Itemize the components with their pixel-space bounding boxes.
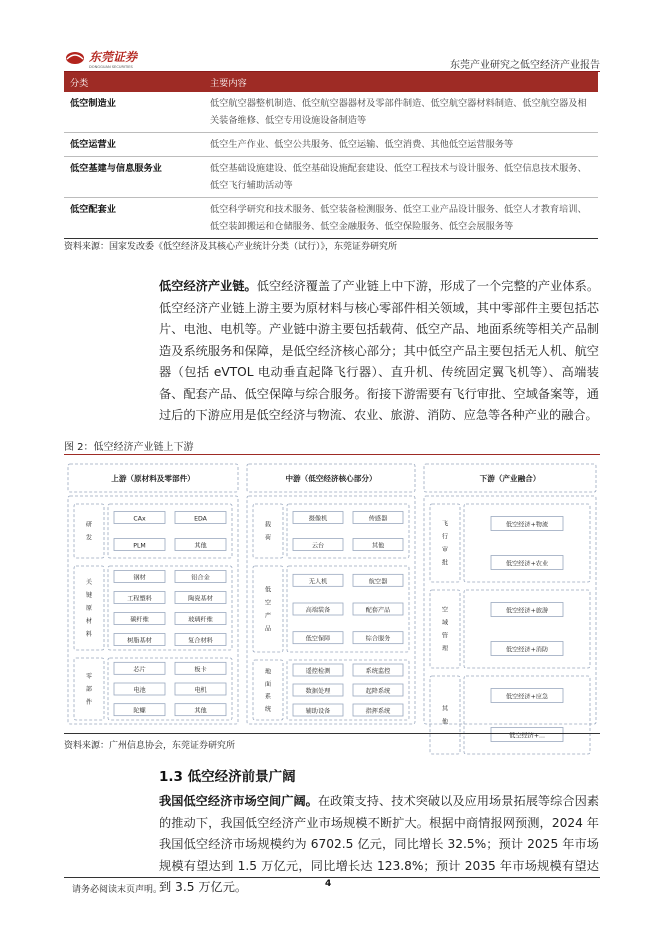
classification-table xyxy=(64,72,598,239)
diagram-item-label: 电机 xyxy=(194,687,207,694)
diagram-item-label: 低空经济+物流 xyxy=(505,521,549,529)
table-row xyxy=(64,198,598,239)
figure-top-rule xyxy=(64,454,600,455)
diagram-column-title: 下游（产业融合） xyxy=(479,474,541,483)
paragraph-lead: 我国低空经济市场空间广阔。 xyxy=(159,794,318,808)
diagram-group-label-box xyxy=(253,504,283,558)
table-row xyxy=(64,92,598,133)
table-cell-category: 低空基建与信息服务业 xyxy=(64,157,204,198)
diagram-group-label: 研发 xyxy=(85,521,93,542)
diagram-column-title: 上游（原材料及零部件） xyxy=(111,474,195,483)
diagram-item-label: 陀螺 xyxy=(133,707,146,715)
diagram-item-label: EDA xyxy=(194,515,207,523)
diagram-group-label: 飞行审批 xyxy=(441,520,449,567)
table-cell-category: 低空配套业 xyxy=(64,198,204,239)
table-header-category: 分类 xyxy=(64,72,204,92)
diagram-item-label: 指挥系统 xyxy=(365,708,391,715)
paragraph-lead: 低空经济产业链。 xyxy=(159,279,257,293)
diagram-item-label: 其他 xyxy=(371,542,385,550)
diagram-item-label: 航空器 xyxy=(368,578,388,586)
diagram-item-label: 低空经济+应急 xyxy=(505,693,549,701)
diagram-item-label: 系统监控 xyxy=(365,668,391,675)
diagram-group-label: 关键原材料 xyxy=(85,579,93,638)
diagram-item-label: 其他 xyxy=(194,707,207,715)
diagram-item-label: 低空经济+... xyxy=(509,732,545,740)
logo-text: 东莞证券 xyxy=(89,50,138,64)
diagram-item-label: 综合服务 xyxy=(365,635,391,643)
diagram-group-label: 低空产品 xyxy=(264,586,272,633)
figure-source: 资料来源：广州信息协会，东莞证券研究所 xyxy=(64,741,236,751)
table-header-row xyxy=(64,72,598,92)
diagram-item-label: CAx xyxy=(133,515,146,523)
section-heading: 1.3 低空经济前景广阔 xyxy=(159,769,296,785)
diagram-item-label: 起降系统 xyxy=(365,688,391,695)
table-cell-category: 低空运营业 xyxy=(64,133,204,157)
figure-bottom-rule xyxy=(64,733,600,734)
diagram-item-label: 树脂基材 xyxy=(127,637,152,645)
diagram-group-label-box xyxy=(74,504,104,558)
diagram-item-label: 传感器 xyxy=(368,515,388,523)
diagram-group-label: 空域管理 xyxy=(441,606,449,653)
page-number: 4 xyxy=(325,879,332,889)
diagram-item-label: 摄像机 xyxy=(308,515,328,523)
diagram-item-label: 芯片 xyxy=(133,666,146,674)
diagram-group-items-box xyxy=(464,590,590,668)
diagram-item-label: 电池 xyxy=(133,687,146,694)
report-title: 东莞产业研究之低空经济产业报告 xyxy=(450,60,600,71)
diagram-item-label: 其他 xyxy=(194,542,207,550)
logo-subtext: DONGGUAN SECURITIES xyxy=(89,65,133,69)
diagram-item-label: 配套产品 xyxy=(365,607,391,614)
diagram-group-label-box xyxy=(430,504,460,582)
diagram-group-label: 其他 xyxy=(441,705,449,726)
diagram-item-label: 复合材料 xyxy=(188,637,213,645)
company-logo xyxy=(64,47,184,71)
diagram-item-label: 辅助设备 xyxy=(305,708,331,715)
diagram-item-label: 钢材 xyxy=(133,574,146,582)
diagram-item-label: 陶瓷基材 xyxy=(188,595,213,603)
diagram-item-label: 低空经济+农业 xyxy=(505,560,549,568)
industry-chain-paragraph xyxy=(159,276,599,427)
table-cell-content: 低空基础设施建设、低空基础设施配套建设、低空工程技术与设计服务、低空信息技术服务、低空飞行辅助活动等 xyxy=(204,157,598,198)
diagram-item-label: 板卡 xyxy=(194,666,207,674)
figure-title: 图 2：低空经济产业链上下游 xyxy=(64,442,194,453)
diagram-group-items-box xyxy=(464,504,590,582)
diagram-group-label-box xyxy=(253,566,283,652)
diagram-item-label: 铝合金 xyxy=(191,574,210,582)
table-source: 资料来源：国家发改委《低空经济及其核心产业统计分类（试行）》，东莞证券研究所 xyxy=(64,242,398,252)
diagram-item-label: 低空经济+消防 xyxy=(505,646,549,654)
paragraph-body: 低空经济覆盖了产业链上中下游，形成了一个完整的产业体系。低空经济产业链上游主要为原材料与核心零部件相关领域，其中零部件主要包括芯片、电池、电机等。产业链中游主要包括载荷、低空产品、地面系统等相关产品制造及系统服务和保障，是低空经济核心部分；其中低空产品主要包括无人机、航空器（包括 eVTOL 电动垂直起降飞行器）、直升机、传统固定翼飞机等）、高端装备、配套产品、低空保障与综合服务。衔接下游需要有飞行审批、空域备案等，通过后的下游应用是低空经济与物流、农业、旅游、消防、应急等各种产业的融合。 xyxy=(159,279,600,422)
table-cell-content: 低空航空器整机制造、低空航空器器材及零部件制造、低空航空器材料制造、低空航空器及相关装备维修、低空专用设施设备制造等 xyxy=(204,92,598,133)
diagram-group-label-box xyxy=(430,676,460,754)
diagram-item-label: 低空保障 xyxy=(305,635,331,643)
diagram-item-label: 玻璃纤维 xyxy=(188,616,213,624)
table-header-content: 主要内容 xyxy=(204,72,598,92)
industry-chain-diagram xyxy=(64,460,600,740)
diagram-item-label: 无人机 xyxy=(308,578,328,586)
diagram-group-items-box xyxy=(464,676,590,754)
diagram-item-label: 碳纤维 xyxy=(130,616,149,624)
diagram-item-label: 数据处理 xyxy=(305,688,331,695)
diagram-group-label-box xyxy=(430,590,460,668)
table-cell-content: 低空科学研究和技术服务、低空装备检测服务、低空工业产品设计服务、低空人才教育培训、低空装卸搬运和仓储服务、低空金融服务、低空保险服务、低空会展服务等 xyxy=(204,198,598,239)
disclaimer-note: 请务必阅读末页声明。 xyxy=(72,885,163,895)
diagram-group-label: 零部件 xyxy=(85,673,93,706)
diagram-item-label: 遥控检测 xyxy=(305,668,331,675)
table-row xyxy=(64,133,598,157)
diagram-item-label: 低空经济+旅游 xyxy=(505,607,549,615)
market-paragraph xyxy=(159,791,599,899)
diagram-group-label: 载荷 xyxy=(264,521,272,542)
table-cell-category: 低空制造业 xyxy=(64,92,204,133)
diagram-group-label: 地面系统 xyxy=(264,668,272,713)
table-row xyxy=(64,157,598,198)
footer-divider xyxy=(64,877,600,878)
paragraph-body: 在政策支持、技术突破以及应用场景拓展等综合因素的推动下，我国低空经济产业市场规模不断扩大。根据中商情报网预测，2024 年我国低空经济市场规模约为 6702.5 亿元，同比增长 32.5%；预计 2025 年市场规模有望达到 1.5 万亿元，同比增长达 123.8%；预计 2035 年市场规模有望达到 3.5 万亿元。 xyxy=(159,794,600,894)
table-cell-content: 低空生产作业、低空公共服务、低空运输、低空消费、其他低空运营服务等 xyxy=(204,133,598,157)
diagram-item-label: 高端装备 xyxy=(305,607,331,614)
diagram-item-label: 云台 xyxy=(311,542,325,550)
diagram-column-title: 中游（低空经济核心部分） xyxy=(285,474,377,483)
diagram-item-label: PLM xyxy=(133,542,146,550)
diagram-item-label: 工程塑料 xyxy=(127,595,152,603)
